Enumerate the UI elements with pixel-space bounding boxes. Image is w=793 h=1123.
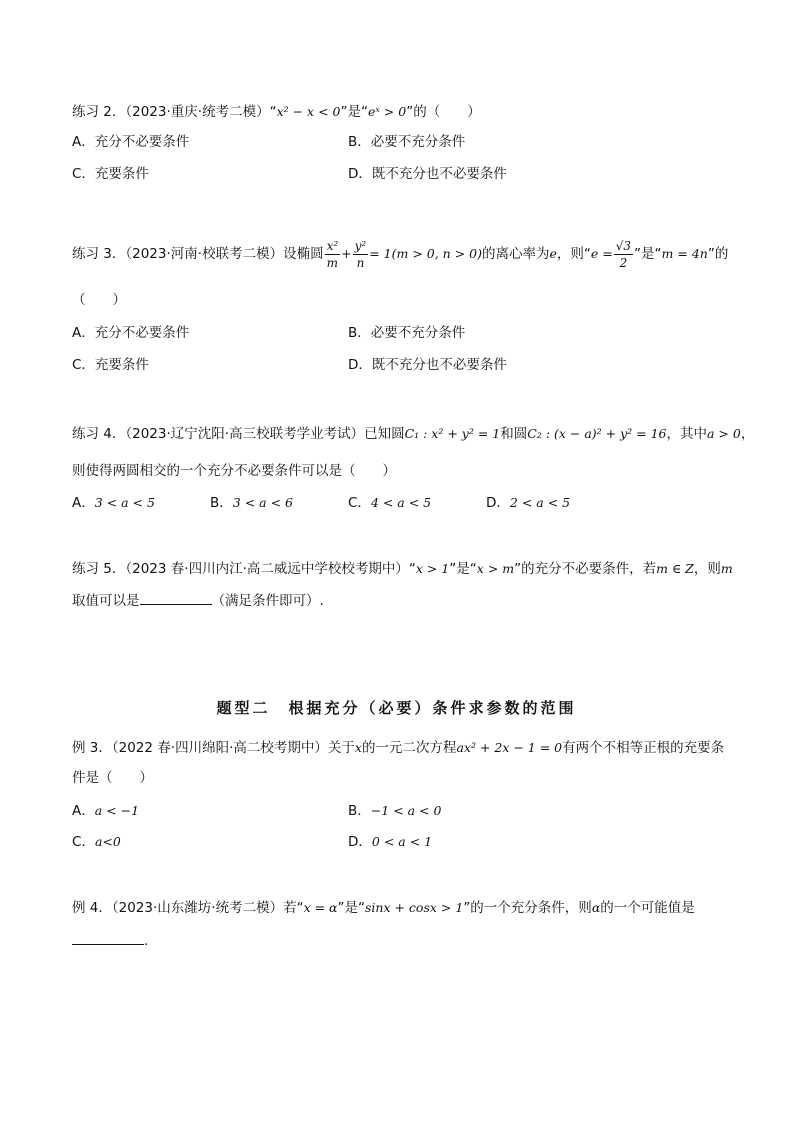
question-5-stem: 练习 5．（2023 春·四川内江·高二威远中学校校考期中）“x > 1”是“x > m”的充分不必要条件，若m ∈ Z，则m [72, 561, 733, 577]
question-4-option-a: A．3 < a < 5 [72, 495, 155, 511]
question-2-option-b: B．必要不充分条件 [348, 134, 466, 150]
example-3-option-c: C．a<0 [72, 834, 121, 850]
fraction-x2-over-m: $\frac{\text{x²}}{m}$ [326, 238, 339, 270]
example-4-line2: . [72, 930, 148, 951]
question-4-stem: 练习 4．（2023·辽宁沈阳·高三校联考学业考试）已知圆C₁ : x² + y² = 1和圆C₂ : (x − a)² + y² = 16，其中a > 0， [72, 426, 755, 442]
question-4-option-d: D．2 < a < 5 [486, 495, 571, 511]
example-3-option-a: A．a < −1 [72, 803, 140, 819]
question-4-line2: 则使得两圆相交的一个充分不必要条件可以是（ ） [72, 463, 396, 479]
fraction-y2-over-n: $\frac{\text{y²}}{n}$ [354, 238, 367, 270]
question-3-option-c: C．充要条件 [72, 357, 149, 373]
answer-blank[interactable] [140, 590, 212, 605]
question-4-option-c: C．4 < a < 5 [348, 495, 432, 511]
fraction-sqrt3-over-2: $\frac{√3}{2}$ [615, 238, 632, 270]
question-2-stem: 练习 2．（2023·重庆·统考二模）“x² − x < 0”是“eˣ > 0”的（ ） [72, 104, 481, 120]
example-3-line2: 件是（ ） [72, 770, 153, 786]
question-3-paren: （ ） [72, 292, 126, 308]
question-3-option-d: D．既不充分也不必要条件 [348, 357, 507, 373]
example-3-option-b: B．−1 < a < 0 [348, 803, 442, 819]
question-3-option-a: A．充分不必要条件 [72, 325, 190, 341]
example-3-option-d: D．0 < a < 1 [348, 834, 433, 850]
example-4-stem: 例 4．（2023·山东潍坊·统考二模）若“x = α”是“sinx + cosx > 1”的一个充分条件，则α的一个可能值是 [72, 900, 695, 916]
question-5-line2: 取值可以是 （满足条件即可）. [72, 590, 324, 611]
question-2-option-d: D．既不充分也不必要条件 [348, 166, 507, 182]
answer-blank[interactable] [72, 930, 144, 945]
section-title: 题型二 根据充分（必要）条件求参数的范围 [216, 699, 577, 717]
question-3-stem: 练习 3．（2023·河南·校联考二模）设椭圆 $\frac{\text{x²}}{m}$ + $\frac{\text{y²}}{n}$ = 1(m > 0, n > 0)的离心率为e，则“e = $\frac{√3}{2}$ ”是“m = 4n”的 [72, 238, 729, 270]
example-3-stem: 例 3．（2022 春·四川绵阳·高二校考期中）关于x的一元二次方程ax² + 2x − 1 = 0有两个不相等正根的充要条 [72, 740, 725, 756]
question-2-option-c: C．充要条件 [72, 166, 149, 182]
question-3-option-b: B．必要不充分条件 [348, 325, 466, 341]
question-2-option-a: A．充分不必要条件 [72, 134, 190, 150]
question-4-option-b: B．3 < a < 6 [210, 495, 293, 511]
